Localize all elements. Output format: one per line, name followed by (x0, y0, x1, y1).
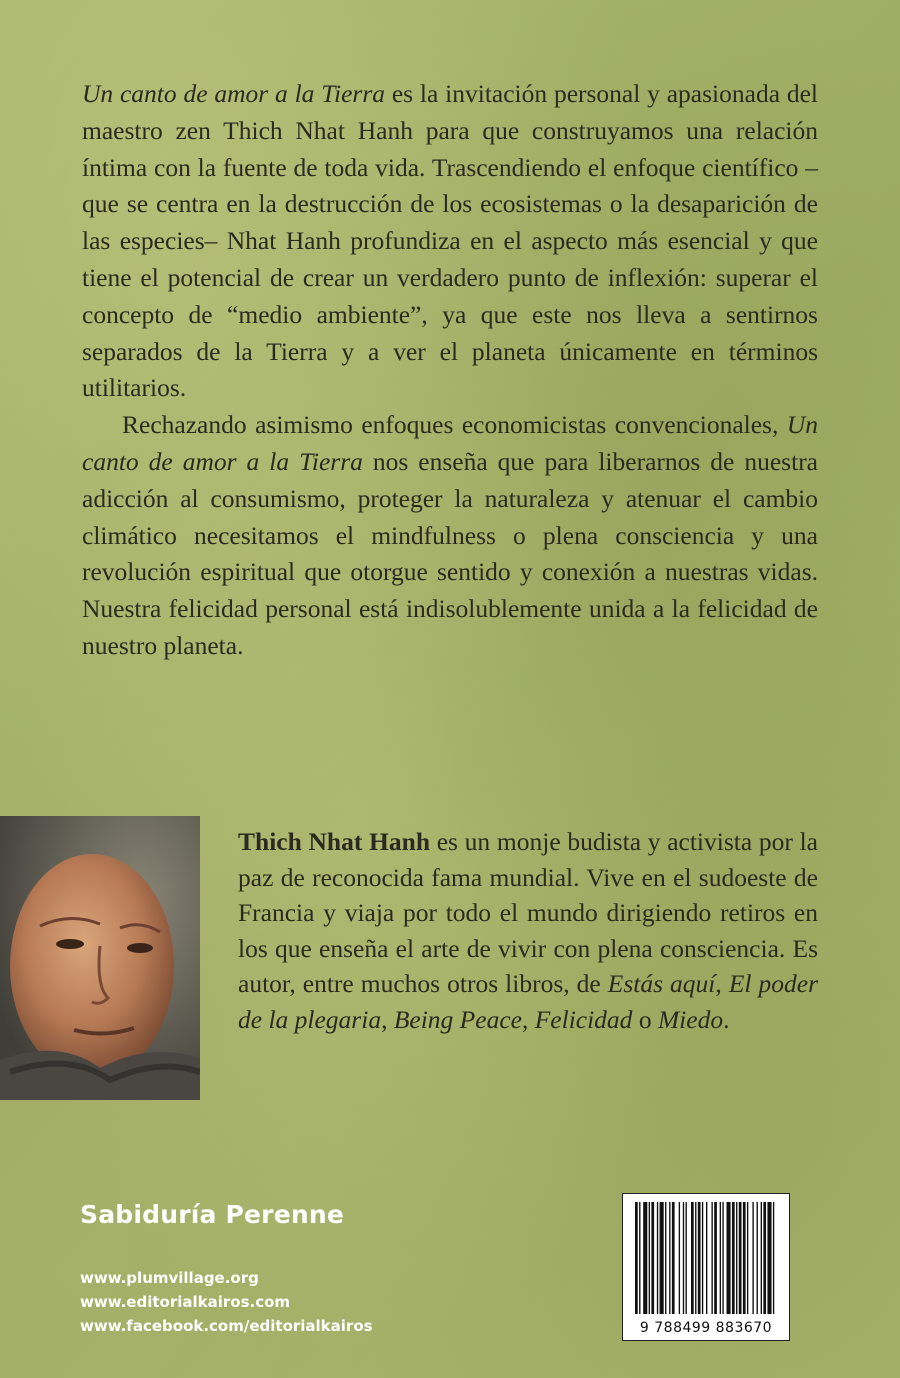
barcode-bar (761, 1202, 762, 1314)
barcode-bar (711, 1202, 712, 1314)
barcode-bar (739, 1202, 742, 1314)
barcode-bar (767, 1202, 771, 1314)
barcode-bar (643, 1202, 647, 1314)
blurb-paragraph-2 (82, 407, 818, 665)
barcode-bar (752, 1202, 753, 1314)
barcode-bar (691, 1202, 694, 1314)
blurb-paragraph-1 (82, 76, 818, 407)
collection-name: Sabiduría Perenne (80, 1200, 345, 1229)
book-title: El poder de la plegaria (238, 969, 819, 1034)
barcode-bar (660, 1202, 664, 1314)
isbn-number: 9 788499 883670 (639, 1320, 773, 1336)
website-links (80, 1266, 373, 1338)
blurb-text: es la invitación personal y apasionada del maestro zen Thich Nhat Hanh para que construyamos una relación íntima con la fuente de toda vida. Trascendiendo el enfoque científico –que se centra en la destrucción de los ecosistemas o la desaparición de las especies– Nhat Hanh profundiza en el aspecto más esencial y que tiene el potencial de crear un verdadero punto de inflexión: superar el concepto de “medio ambiente”, ya que este nos lleva a sentirnos separados de la Tierra y a ver el planeta únicamente en términos utilitarios. (82, 79, 818, 403)
barcode-bar (635, 1202, 638, 1314)
barcode-bar (757, 1202, 758, 1314)
barcode-bar (665, 1202, 666, 1314)
barcode-bars (623, 1194, 789, 1318)
blurb-text: Rechazando asimismo enfoques economicistas convencionales, (122, 410, 787, 440)
barcode-bar (672, 1202, 675, 1314)
separator: o (632, 1004, 658, 1034)
barcode-bar (747, 1202, 748, 1314)
bio-text: es un monje budista y activista por la paz de reconocida fama mundial. Vive en el sudoeste de Francia y viaja por todo el mundo dirigiendo retiros en los que enseña el arte de vivir con plena consciencia. Es autor, entre muchos otros libros, de (238, 827, 818, 999)
barcode-bar (669, 1202, 670, 1314)
link-editorialkairos[interactable]: www.editorialkairos.com (80, 1293, 291, 1311)
barcode-bar (679, 1202, 680, 1314)
barcode-bar (649, 1202, 650, 1314)
barcode-bar (736, 1202, 737, 1314)
author-bio (238, 824, 818, 1038)
barcode-bar (698, 1202, 701, 1314)
book-title: Un canto de amor a la Tierra (82, 79, 386, 108)
barcode-bar (732, 1202, 735, 1314)
separator: , (521, 1004, 535, 1034)
barcode-bar (726, 1202, 730, 1314)
book-title: Being Peace (393, 1004, 522, 1034)
blurb-text: nos enseña que para liberarnos de nuestra adicción al consumismo, proteger la naturaleza y atenuar el cambio climático necesitamos el mindfulness o plena consciencia y una revolución espiritual que otorgue sentido y conexión a nuestras vidas. Nuestra felicidad personal está indisolublemente unida a la felicidad de nuestro planeta. (82, 446, 819, 660)
author-photo (0, 816, 200, 1100)
barcode-bar (773, 1202, 774, 1314)
barcode-bar (706, 1202, 707, 1314)
isbn-barcode (622, 1193, 790, 1341)
book-title: Un canto de amor a la Tierra (82, 410, 818, 476)
barcode-bar (686, 1202, 687, 1314)
barcode-bar (683, 1202, 684, 1314)
link-plumvillage[interactable]: www.plumvillage.org (80, 1269, 259, 1287)
barcode-bar (714, 1202, 717, 1314)
barcode-bar (720, 1202, 721, 1314)
separator: , (381, 1004, 394, 1034)
barcode-bar (763, 1202, 766, 1314)
barcode-bar (722, 1202, 723, 1314)
back-cover-blurb (82, 76, 818, 665)
barcode-bar (702, 1202, 703, 1314)
barcode-bar (695, 1202, 696, 1314)
separator: . (723, 1004, 730, 1034)
barcode-bar (657, 1202, 658, 1314)
separator: , (715, 969, 729, 999)
book-title: Felicidad (534, 1004, 633, 1034)
book-title: Miedo (657, 1004, 724, 1034)
book-title: Estás aquí (607, 969, 716, 999)
author-bio-paragraph (238, 824, 818, 1038)
barcode-bar (743, 1202, 746, 1314)
barcode-bar (639, 1202, 640, 1314)
barcode-bar (651, 1202, 654, 1314)
link-facebook[interactable]: www.facebook.com/editorialkairos (80, 1317, 373, 1335)
author-name: Thich Nhat Hanh (238, 827, 430, 856)
